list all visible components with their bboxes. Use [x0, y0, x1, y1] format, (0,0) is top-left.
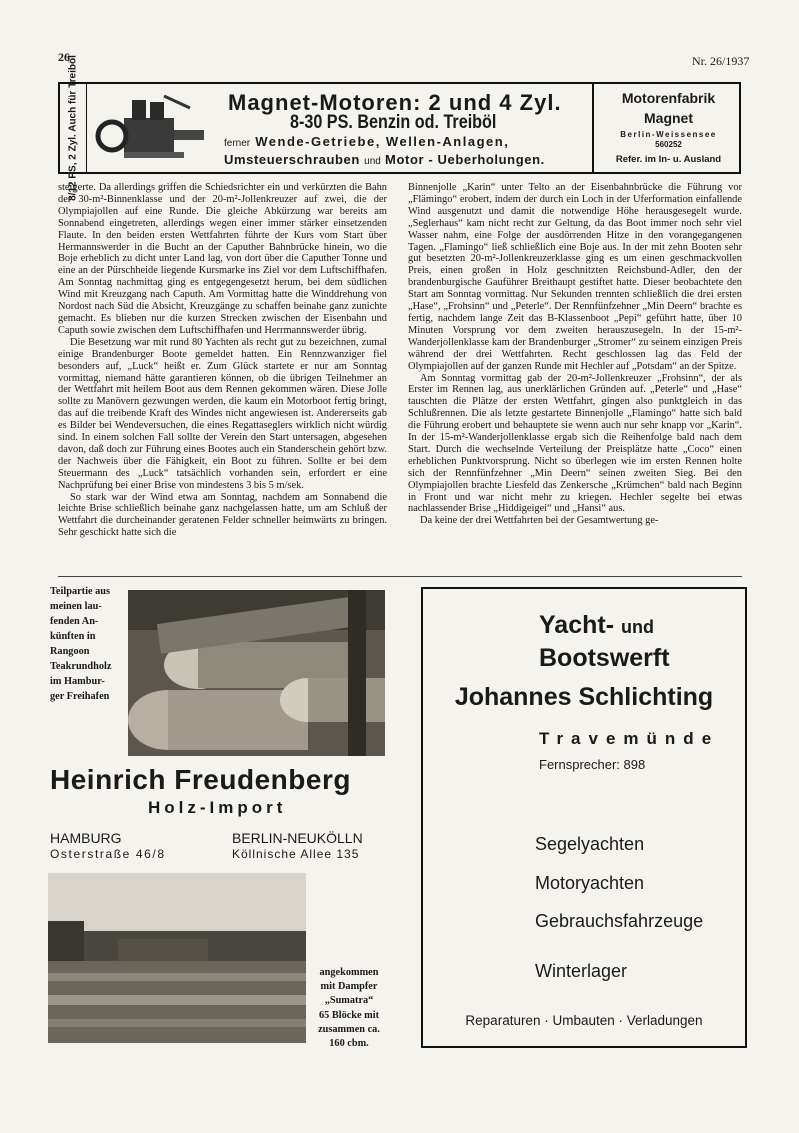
paragraph: Binnenjolle „Karin“ unter Telto an der Eisenbahnbrücke die Führung vor „Flämingo“ erobert, indem der durch ein Loch in der Uferformation einfallende Wind ausgenutzt und damit die notwendige Höhe herausgesegelt wurde. „Seglerhaus“ kam nicht recht zur Geltung, da das Boot immer noch sehr viel Wasser nahm, eine Folge der ausdörrenden Hitze in den vorangegangenen Tagen. „Flamingo“ ließ schließlich eine Boje aus. In der mit zehn Booten sehr gut besetzten 20-m²-Jollenkreuzerklasse ging es um einen geschmackvollen Preis, einen großen in Holz geschnitzten Reichsbund-Adler, den der brandenburgische Gauführer Breithaupt gestiftet hatte. Dieser beobachtete den Start am Sonntag vormittag. Nur Sekunden trennten schließlich die drei ersten „Hase“, „Frohsinn“ und „Peterle“. Der Rennfünfzehner „Min Deern“ brachte es fertig, nachdem lange Zeit das B-Klassenboot „Pepi“ geführt hatte, über 10 Minuten Vorsprung vor dem zweiten herauszusegeln. In der 15-m²-Wanderjollenklasse kam der Brandenburger „Stromer“ zu seinem einzigen Preis während der drei Wettfahrten. Recht geschlossen lag das Feld der Olympiajollen auf der ganzen Runde mit Hechler auf „Potsdam“ an der Spitze. — [408, 182, 742, 372]
holz-city-hamburg: HAMBURG — [50, 830, 122, 846]
holz-caption-bottom: angekommen mit Dampfer „Sumatra“ 65 Blöcke mit zusammen ca. 160 cbm. — [318, 967, 380, 1050]
paragraph: steigerte. Da allerdings griffen die Schiedsrichter ein und verkürzten die Bahn der 30-m²-Binnenklasse und der 20-m²-Jollenkreuzer auf zwei, die der Olympiajollen auf eine Runde. Die gleiche Abkürzung war bereits am Sonnabend eingetreten, allerdings wegen einer immer stärker einsetzenden Flaute. In den beiden ersten Wettfahrten führte der Kurs vom Start über Hermannswerder in die Bucht an der Caputher Bahnbrücke hinein, wo die Boje erheblich zu dicht unter Land lag, von dort über die Caputher Tonne und eine an der Pürschheide liegende Kursmarke ins Ziel vor dem Luftschiffhafen. Am Sonntag nachmittag ging es entgegengesetzt herum, bei dem südlichen Wind mit Kreuzgang nach Caputh. Am Vormittag hatte die Winddrehung von Nordost nach Süd die Absicht, Kreuzgänge zu schaffen beinahe ganz zunichte gemacht. Es blieben nur die kurzen Strecken zwischen der Eisenbahn und Caputh sowie zwischen dem Luftschiffhafen und Herrmannswerder übrig. — [58, 182, 387, 336]
company-city: Berlin-Weissensee — [620, 130, 717, 139]
yacht-owner: Johannes Schlichting — [454, 683, 714, 711]
yacht-service-2: Motoryachten — [535, 873, 645, 893]
paragraph: Die Besetzung war mit rund 80 Yachten als recht gut zu bezeichnen, zumal einige Brandenburger Boote gemeldet hatten. Ein Rennzwanziger fiel besonders auf, „Luck“ heißt er. Zum Glück startete er nur am Sonntag vormittag, niemand hätte garantieren können, ob die übrigen Teilnehmer an der Wettfahrt mit heilem Boot aus dem Rennen gekommen wären. Diese Jolle sollte zu Manövern gezwungen werden, die kaum ein Motorboot fertig bringt, das auf die treibende Kraft des Windes nicht angewiesen ist. Andererseits gab es Bilder bei Wendeversuchen, die eines Regattaseglers wirklich nicht würdig sind. In einem solchen Fall sollte der Verein den Start untersagen, abgesehen davon, daß doch zur Führung eines Bootes auch ein Standerschein gehört bzw. der Nachweis über die Fähigkeit, ein Boot zu führen. Sollte er bei dem Steuermann des „Luck“ tatsächlich vorhanden sein, erfordert er eine Nachprüfung bei einer Brise von mindestens 3 bis 5 m/sek. — [58, 336, 387, 491]
issue-number: Nr. 26/1937 — [692, 54, 750, 68]
ad-subtitle: 8-30 PS. Benzin od. Treiböl — [290, 112, 497, 133]
yacht-service-3: Gebrauchsfahrzeuge — [535, 911, 704, 931]
page-number: 26 — [58, 50, 70, 64]
company-reference: Refer. im In- u. Ausland — [615, 154, 722, 165]
company-box — [592, 84, 743, 172]
harbor-logs-photo-icon — [48, 873, 306, 1043]
divider — [58, 576, 742, 577]
engine-illustration-icon — [94, 90, 214, 164]
yacht-service-1: Segelyachten — [535, 834, 645, 854]
company-brand: Magnet — [644, 110, 693, 126]
paragraph: Am Sonntag vormittag gab der 20-m²-Jollenkreuzer „Frohsinn“, der als Erster im Rennen lag, aus unerklärlichen Gründen auf. „Peterle“ und „Hase“ tauschten die Plätze der ersten Wettfahrt, gingen also punktgleich in das Schlußrennen. Die als letzte gestartete Binnenjolle „Flamingo“ hatte sich bald die Führung erobert und behauptete sie wenn auch nur sehr knapp vor „Karin“. In der 15-m²-Wanderjollenklasse ergab sich die Reihenfolge bald nach dem Start. Durch die wechselnde Verteilung der Preisplätze hatte „Coco“ einen erheblichen Punktvorsprung. Nicht so überlegen wie im ersten Rennen holte sich der Rennfünfzehner „Min Deern“ seinen zweiten Sieg. Bei den Olympiajollen brachte Liesfeld das Zenkersche „Krümchen“ bald nach Beginn in Front und war nicht mehr zu kriegen. Hechler segelte bei etwas nachlassender Brise „Hiddigeigei“ und „Hansi“ aus. — [408, 372, 742, 515]
yacht-footer: Reparaturen · Umbauten · Verladungen — [465, 1013, 703, 1028]
yacht-service-4: Winterlager — [535, 961, 628, 981]
holz-city-berlin: BERLIN-NEUKÖLLN — [232, 830, 363, 846]
teak-logs-photo-icon — [128, 590, 385, 756]
yacht-phone: Fernsprecher: 898 — [539, 757, 646, 772]
yacht-title-2: Bootswerft — [539, 644, 670, 672]
paragraph: Da keine der drei Wettfahrten bei der Gesamtwertung ge- — [420, 515, 659, 527]
holz-company-name: Heinrich Freudenberg — [50, 764, 351, 795]
holz-subtitle: Holz-Import — [148, 798, 287, 817]
yacht-town: Travemünde — [539, 729, 720, 748]
yacht-werft-ad — [421, 587, 747, 1048]
holz-caption-top: Teilpartie aus meinen lau- fenden An- künften in Rangoon Teakrundholz im Hambur- ger Freihafen — [50, 586, 112, 702]
holz-address-berlin: Köllnische Allee 135 — [232, 847, 360, 861]
ad-title: Magnet-Motoren: 2 und 4 Zyl. — [228, 90, 562, 115]
paragraph: So stark war der Wind etwa am Sonntag, nachdem am Sonnabend die leichte Brise schließlich beinahe ganz nachgelassen hatte, um am Schluß der Wettfahrt die durcheinander geratenen Felder schneller heimwärts zu bringen. Sehr geschickt hatte sich die — [58, 491, 387, 539]
article-left-column — [58, 182, 387, 578]
company-name: Motorenfabrik — [621, 90, 716, 106]
ad-products-line2: Umsteuerschrauben und Motor - Ueberholungen. — [224, 152, 545, 167]
holz-address-hamburg: Osterstraße 46/8 — [50, 847, 166, 861]
vertical-text: 8/12 PS, 2 Zyl. Auch für Treiböl — [60, 84, 87, 172]
yacht-title: Yacht- und — [539, 611, 654, 639]
ad-products-line1: ferner Wende-Getriebe, Wellen-Anlagen, — [224, 134, 510, 149]
company-phone: 560252 — [655, 140, 682, 149]
article-right-column — [408, 182, 742, 578]
